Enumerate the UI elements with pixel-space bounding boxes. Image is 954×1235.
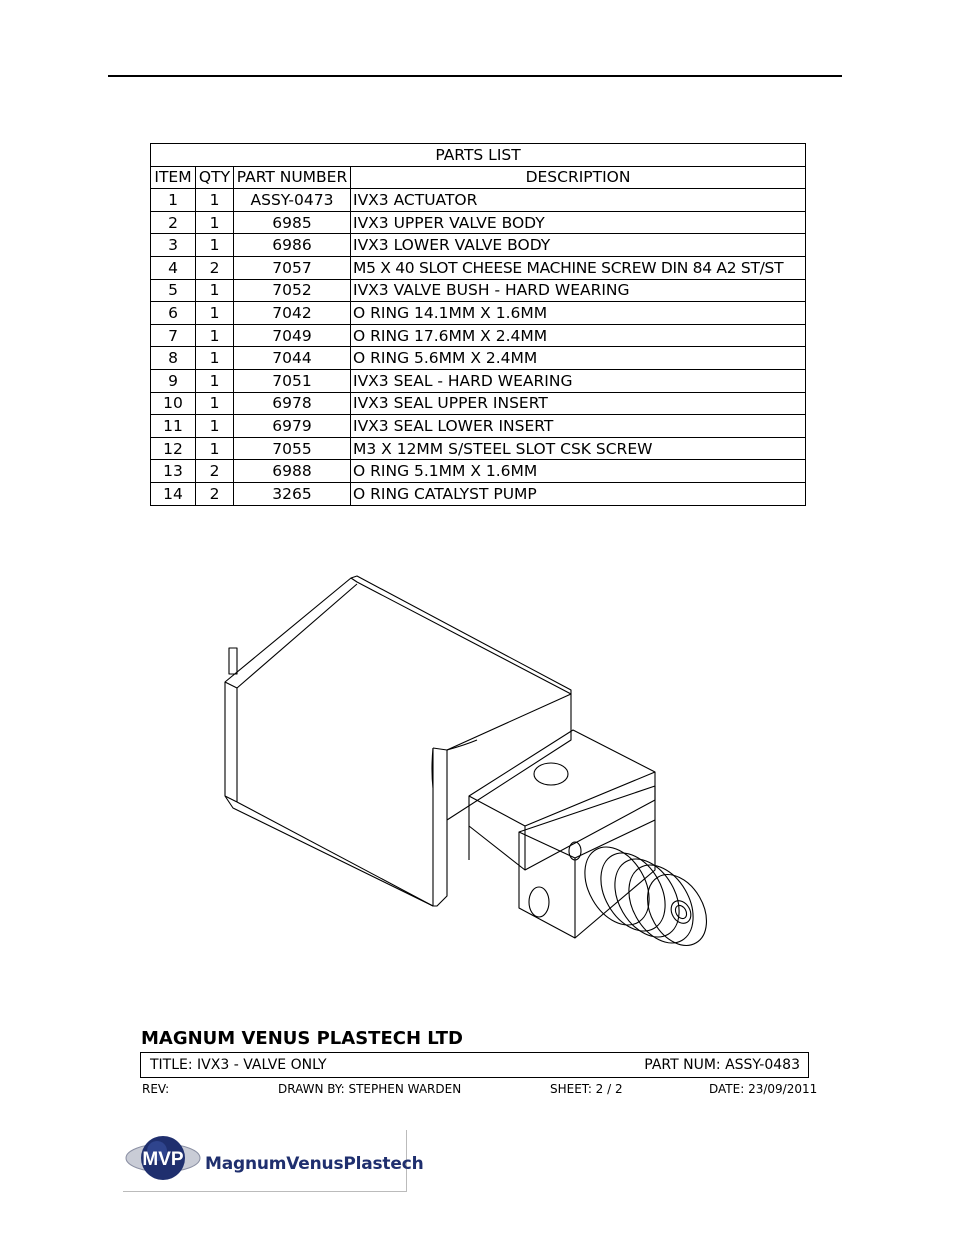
sheet-number: SHEET: 2 / 2 (550, 1082, 623, 1096)
parts-list-title: PARTS LIST (151, 144, 806, 167)
cell-part-number: 6985 (234, 211, 351, 234)
cell-qty: 1 (196, 302, 234, 325)
cell-item: 14 (151, 482, 196, 505)
table-row (151, 279, 806, 302)
cell-item: 12 (151, 437, 196, 460)
cell-item: 1 (151, 189, 196, 212)
cell-part-number: 7042 (234, 302, 351, 325)
table-row (151, 347, 806, 370)
company-logo (123, 1130, 424, 1192)
cell-description: O RING 5.1MM X 1.6MM (351, 460, 806, 483)
table-row (151, 189, 806, 212)
cell-part-number: 6988 (234, 460, 351, 483)
cell-qty: 1 (196, 189, 234, 212)
mvp-badge-icon (123, 1131, 203, 1185)
cell-description: IVX3 VALVE BUSH - HARD WEARING (351, 279, 806, 302)
cell-part-number: 7049 (234, 324, 351, 347)
cell-part-number: 3265 (234, 482, 351, 505)
revision-label: REV: (142, 1082, 170, 1096)
cell-description: O RING 5.6MM X 2.4MM (351, 347, 806, 370)
parts-list-header-row (151, 166, 806, 189)
cell-part-number: 6986 (234, 234, 351, 257)
cell-part-number: 7052 (234, 279, 351, 302)
cell-description: M3 X 12MM S/STEEL SLOT CSK SCREW (351, 437, 806, 460)
parts-list-body (151, 189, 806, 505)
cell-item: 11 (151, 415, 196, 438)
cell-qty: 1 (196, 211, 234, 234)
cell-description: IVX3 SEAL LOWER INSERT (351, 415, 806, 438)
col-header-qty: QTY (196, 166, 234, 189)
company-name: MAGNUM VENUS PLASTECH LTD (141, 1028, 463, 1049)
drawing-date: DATE: 23/09/2011 (709, 1082, 818, 1096)
table-row (151, 415, 806, 438)
table-row (151, 369, 806, 392)
parts-list-title-row (151, 144, 806, 167)
header-rule (108, 75, 842, 77)
logo-wordmark: MagnumVenusPlastech (205, 1154, 424, 1174)
valve-assembly-drawing (215, 570, 730, 970)
cell-description: M5 X 40 SLOT CHEESE MACHINE SCREW DIN 84 A2 ST/ST (351, 256, 806, 279)
cell-description: IVX3 UPPER VALVE BODY (351, 211, 806, 234)
part-number: PART NUM: ASSY-0483 (644, 1057, 800, 1073)
cell-qty: 1 (196, 437, 234, 460)
table-row (151, 256, 806, 279)
cell-item: 2 (151, 211, 196, 234)
cell-qty: 1 (196, 279, 234, 302)
table-row (151, 482, 806, 505)
cell-item: 6 (151, 302, 196, 325)
cell-qty: 1 (196, 324, 234, 347)
table-row (151, 302, 806, 325)
cell-part-number: 6979 (234, 415, 351, 438)
cell-qty: 2 (196, 482, 234, 505)
col-header-item: ITEM (151, 166, 196, 189)
cell-description: O RING 17.6MM X 2.4MM (351, 324, 806, 347)
table-row (151, 234, 806, 257)
cell-item: 3 (151, 234, 196, 257)
parts-list-table (150, 143, 806, 506)
cell-part-number: 7051 (234, 369, 351, 392)
table-row (151, 460, 806, 483)
cell-part-number: 7055 (234, 437, 351, 460)
cell-qty: 1 (196, 347, 234, 370)
cell-item: 9 (151, 369, 196, 392)
cell-description: IVX3 SEAL UPPER INSERT (351, 392, 806, 415)
cell-part-number: 7044 (234, 347, 351, 370)
cell-part-number: 6978 (234, 392, 351, 415)
cell-qty: 2 (196, 460, 234, 483)
cell-qty: 1 (196, 234, 234, 257)
table-row (151, 392, 806, 415)
cell-item: 7 (151, 324, 196, 347)
drawn-by: DRAWN BY: STEPHEN WARDEN (278, 1082, 462, 1096)
col-header-part-number: PART NUMBER (234, 166, 351, 189)
cell-description: O RING CATALYST PUMP (351, 482, 806, 505)
cell-description: IVX3 ACTUATOR (351, 189, 806, 212)
cell-qty: 1 (196, 369, 234, 392)
cell-description: IVX3 LOWER VALVE BODY (351, 234, 806, 257)
cell-item: 5 (151, 279, 196, 302)
cell-qty: 2 (196, 256, 234, 279)
table-row (151, 437, 806, 460)
badge-text: MVP (142, 1149, 184, 1170)
cell-description: IVX3 SEAL - HARD WEARING (351, 369, 806, 392)
cell-item: 13 (151, 460, 196, 483)
cell-qty: 1 (196, 415, 234, 438)
title-block (140, 1052, 809, 1078)
drawing-title: TITLE: IVX3 - VALVE ONLY (150, 1057, 327, 1073)
cell-item: 10 (151, 392, 196, 415)
table-row (151, 211, 806, 234)
cell-qty: 1 (196, 392, 234, 415)
cell-item: 4 (151, 256, 196, 279)
col-header-description: DESCRIPTION (351, 166, 806, 189)
cell-part-number: 7057 (234, 256, 351, 279)
cell-item: 8 (151, 347, 196, 370)
table-row (151, 324, 806, 347)
cell-description: O RING 14.1MM X 1.6MM (351, 302, 806, 325)
cell-part-number: ASSY-0473 (234, 189, 351, 212)
